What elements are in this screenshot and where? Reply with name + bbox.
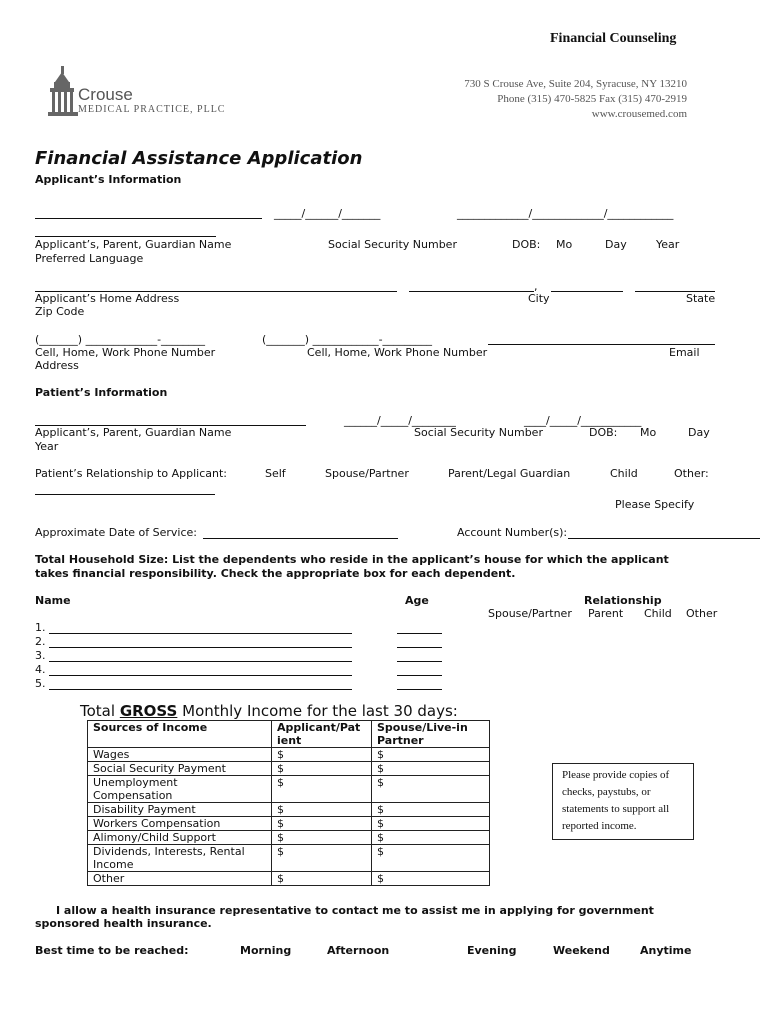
income-source-line-1: Social Security Payment xyxy=(93,762,226,775)
service-date-label: Approximate Date of Service: xyxy=(35,526,198,539)
income-source-line-1: Other xyxy=(93,872,125,885)
parent-header: Parent xyxy=(588,607,624,620)
income-source-line-2: Compensation xyxy=(93,789,173,802)
income-row xyxy=(88,831,490,845)
applicant-dob-input[interactable]: _____________/_____________/____________ xyxy=(457,207,674,220)
anytime-label: Anytime xyxy=(640,944,692,957)
income-source xyxy=(88,817,272,831)
phone-line: Phone (315) 470-5825 Fax (315) 470-2919 xyxy=(497,93,687,105)
dollar-sign: $ xyxy=(277,817,284,830)
sources-header xyxy=(88,721,272,748)
income-row xyxy=(88,817,490,831)
income-source-line-1: Dividends, Interests, Rental xyxy=(93,845,245,858)
state-input[interactable] xyxy=(551,291,623,292)
dependent-number: 5. xyxy=(35,677,46,690)
dollar-sign: $ xyxy=(377,831,384,844)
spouse-amount-input[interactable] xyxy=(372,776,490,803)
gross-word: GROSS xyxy=(119,702,178,720)
email-label: Email xyxy=(669,346,700,359)
income-row xyxy=(88,776,490,803)
income-title-pre: Total xyxy=(80,702,120,720)
applicant-col-header-2: ient xyxy=(277,734,302,747)
applicant-amount-input[interactable] xyxy=(272,817,372,831)
spouse-amount-input[interactable] xyxy=(372,817,490,831)
morning-label: Morning xyxy=(240,944,292,957)
spouse-col-header-1: Spouse/Live-in xyxy=(377,721,468,734)
applicant-heading: Applicant’s Information xyxy=(35,173,182,186)
child-label: Child xyxy=(610,467,638,480)
name-header: Name xyxy=(35,594,71,607)
dependent-age-input[interactable] xyxy=(397,661,442,662)
self-label: Self xyxy=(265,467,286,480)
phone-label-2: Cell, Home, Work Phone Number xyxy=(307,346,488,359)
phone-input-1[interactable]: (_______) _____________-________ xyxy=(35,333,206,346)
dollar-sign: $ xyxy=(377,762,384,775)
consent-line-2: sponsored health insurance. xyxy=(35,917,212,930)
dependent-number: 3. xyxy=(35,649,46,662)
income-title-post: Monthly Income for the last 30 days: xyxy=(177,702,458,720)
dollar-sign: $ xyxy=(277,803,284,816)
income-source xyxy=(88,872,272,886)
applicant-amount-input[interactable] xyxy=(272,776,372,803)
form-title: Financial Assistance Application xyxy=(35,148,363,169)
income-row xyxy=(88,872,490,886)
dependent-age-input[interactable] xyxy=(397,689,442,690)
dependent-number: 4. xyxy=(35,663,46,676)
household-text-2: takes financial responsibility. Check the appropriate box for each dependent. xyxy=(35,567,516,580)
patient-dob-year: Year xyxy=(35,440,59,453)
applicant-name-input[interactable] xyxy=(35,218,262,219)
applicant-amount-input[interactable] xyxy=(272,748,372,762)
other-header: Other xyxy=(686,607,718,620)
address-line: 730 S Crouse Ave, Suite 204, Syracuse, NY 13210 xyxy=(464,78,687,90)
dob-label: DOB: xyxy=(512,238,541,251)
applicant-col-header-1: Applicant/Pat xyxy=(277,721,361,734)
other-specify-input[interactable] xyxy=(35,494,215,495)
zip-label: Zip Code xyxy=(35,305,85,318)
dependent-number: 2. xyxy=(35,635,46,648)
sources-header-text: Sources of Income xyxy=(93,721,208,734)
logo xyxy=(46,66,236,121)
income-source xyxy=(88,748,272,762)
dollar-sign: $ xyxy=(277,872,284,885)
spouse-amount-input[interactable] xyxy=(372,748,490,762)
applicant-amount-input[interactable] xyxy=(272,803,372,817)
patient-dob-label: DOB: xyxy=(589,426,618,439)
income-row xyxy=(88,762,490,776)
relationship-header: Relationship xyxy=(584,594,662,607)
dollar-sign: $ xyxy=(377,803,384,816)
income-source xyxy=(88,845,272,872)
income-row xyxy=(88,845,490,872)
household-text-1: Total Household Size: List the dependents who reside in the applicant’s house for which the applicant xyxy=(35,553,669,566)
income-source-line-2: Income xyxy=(93,858,134,871)
applicant-col-header xyxy=(272,721,372,748)
spouse-amount-input[interactable] xyxy=(372,762,490,776)
home-address-label: Applicant’s Home Address xyxy=(35,292,180,305)
email-address-label: Address xyxy=(35,359,79,372)
spouse-amount-input[interactable] xyxy=(372,872,490,886)
dollar-sign: $ xyxy=(277,776,284,789)
patient-dob-mo: Mo xyxy=(640,426,657,439)
spouse-col-header-2: Partner xyxy=(377,734,424,747)
dollar-sign: $ xyxy=(377,872,384,885)
income-source xyxy=(88,803,272,817)
dob-day-label: Day xyxy=(605,238,627,251)
website-line: www.crousemed.com xyxy=(591,108,687,120)
service-date-input[interactable] xyxy=(203,538,398,539)
age-header: Age xyxy=(405,594,429,607)
income-source-line-1: Disability Payment xyxy=(93,803,196,816)
spouse-partner-header: Spouse/Partner xyxy=(488,607,572,620)
comma: , xyxy=(534,280,538,293)
best-time-label: Best time to be reached: xyxy=(35,944,189,957)
income-row xyxy=(88,803,490,817)
income-row xyxy=(88,748,490,762)
email-input[interactable] xyxy=(488,344,715,345)
state-label: State xyxy=(686,292,716,305)
logo-subtitle: MEDICAL PRACTICE, PLLC xyxy=(78,104,226,115)
phone-label-1: Cell, Home, Work Phone Number xyxy=(35,346,216,359)
income-title xyxy=(80,702,458,720)
dollar-sign: $ xyxy=(277,762,284,775)
income-source-line-1: Wages xyxy=(93,748,130,761)
dependent-age-input[interactable] xyxy=(397,647,442,648)
building-icon xyxy=(46,66,80,118)
income-table xyxy=(87,720,490,886)
dollar-sign: $ xyxy=(377,817,384,830)
applicant-amount-input[interactable] xyxy=(272,762,372,776)
phone-input-2[interactable]: (_______) ____________-_________ xyxy=(262,333,433,346)
preferred-language-label: Preferred Language xyxy=(35,252,144,265)
dollar-sign: $ xyxy=(277,748,284,761)
patient-ssn-input[interactable]: ______/_____/________ xyxy=(344,414,456,427)
income-source xyxy=(88,776,272,803)
applicant-ssn-input[interactable]: _____/______/_______ xyxy=(274,207,381,220)
dependent-name-input[interactable] xyxy=(49,675,352,676)
weekend-label: Weekend xyxy=(553,944,610,957)
applicant-ssn-label: Social Security Number xyxy=(328,238,457,251)
applicant-amount-input[interactable] xyxy=(272,831,372,845)
spouse-label: Spouse/Partner xyxy=(325,467,409,480)
relationship-label: Patient’s Relationship to Applicant: xyxy=(35,467,227,480)
income-note: Please provide copies of checks, paystubs, or statements to support all reported income. xyxy=(552,763,694,840)
patient-heading: Patient’s Information xyxy=(35,386,168,399)
income-source-line-1: Alimony/Child Support xyxy=(93,831,216,844)
department-title: Financial Counseling xyxy=(550,31,677,46)
income-header-row xyxy=(88,721,490,748)
dependent-name-input[interactable] xyxy=(49,689,352,690)
account-label: Account Number(s): xyxy=(457,526,568,539)
dependent-age-input[interactable] xyxy=(397,633,442,634)
income-source-line-1: Unemployment xyxy=(93,776,178,789)
dependent-name-input[interactable] xyxy=(49,661,352,662)
please-specify-label: Please Specify xyxy=(615,498,695,511)
guardian-label: Parent/Legal Guardian xyxy=(448,467,571,480)
applicant-name-label: Applicant’s, Parent, Guardian Name xyxy=(35,238,232,251)
dollar-sign: $ xyxy=(377,776,384,789)
patient-dob-day: Day xyxy=(688,426,710,439)
spouse-col-header xyxy=(372,721,490,748)
child-header: Child xyxy=(644,607,672,620)
evening-label: Evening xyxy=(467,944,517,957)
logo-name: Crouse xyxy=(78,85,133,104)
spouse-amount-input[interactable] xyxy=(372,845,490,872)
spouse-amount-input[interactable] xyxy=(372,803,490,817)
income-source xyxy=(88,831,272,845)
dollar-sign: $ xyxy=(377,845,384,858)
dollar-sign: $ xyxy=(277,831,284,844)
city-input[interactable] xyxy=(409,291,534,292)
income-source xyxy=(88,762,272,776)
dob-mo-label: Mo xyxy=(556,238,573,251)
dollar-sign: $ xyxy=(277,845,284,858)
preferred-language-input[interactable] xyxy=(35,236,216,237)
dob-year-label: Year xyxy=(656,238,680,251)
other-label: Other: xyxy=(674,467,709,480)
patient-ssn-label: Social Security Number xyxy=(414,426,543,439)
patient-name-label: Applicant’s, Parent, Guardian Name xyxy=(35,426,232,439)
income-source-line-1: Workers Compensation xyxy=(93,817,221,830)
dollar-sign: $ xyxy=(377,748,384,761)
dependent-name-input[interactable] xyxy=(49,633,352,634)
applicant-amount-input[interactable] xyxy=(272,872,372,886)
consent-line-1: I allow a health insurance representative to contact me to assist me in applying for government xyxy=(56,904,654,917)
spouse-amount-input[interactable] xyxy=(372,831,490,845)
patient-dob-input[interactable]: ____/_____/___________ xyxy=(524,414,642,427)
dependent-number: 1. xyxy=(35,621,46,634)
applicant-amount-input[interactable] xyxy=(272,845,372,872)
dependent-name-input[interactable] xyxy=(49,647,352,648)
account-input[interactable] xyxy=(568,538,760,539)
city-label: City xyxy=(528,292,550,305)
dependent-age-input[interactable] xyxy=(397,675,442,676)
afternoon-label: Afternoon xyxy=(327,944,390,957)
